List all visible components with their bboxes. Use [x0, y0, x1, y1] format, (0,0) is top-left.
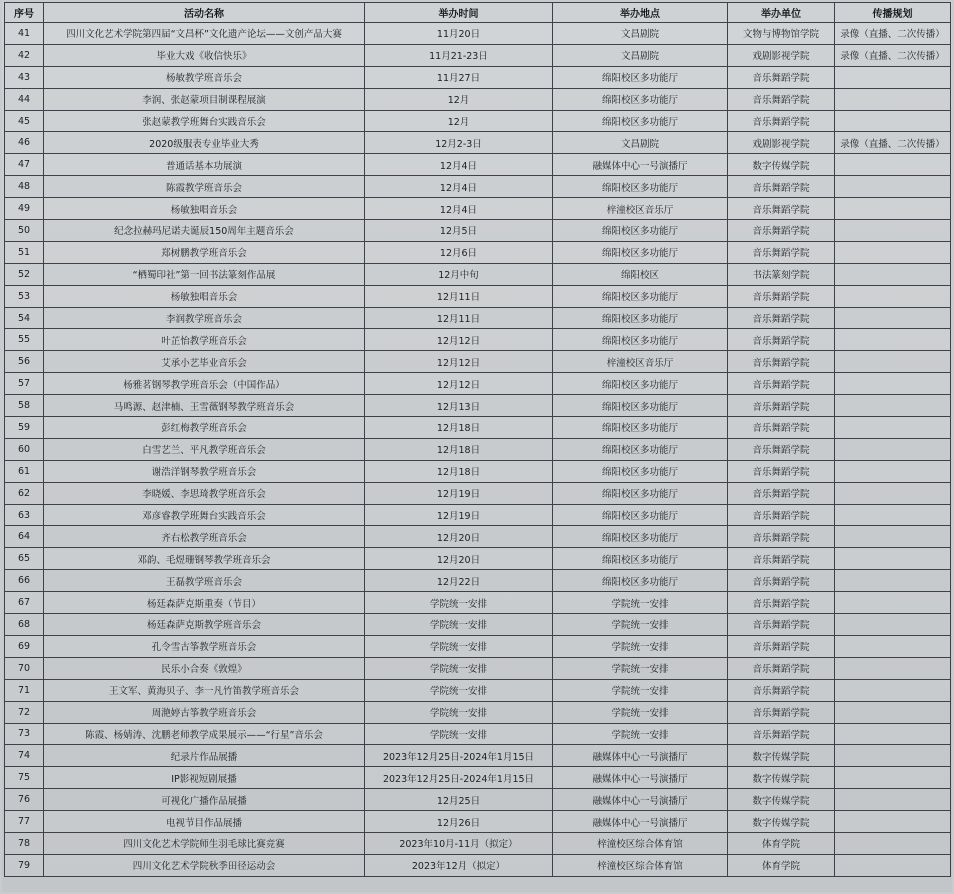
cell-index: 54 [5, 307, 44, 329]
cell-activity-name: 杨敏独唱音乐会 [44, 285, 365, 307]
cell-venue: 学院统一安排 [553, 679, 728, 701]
cell-broadcast-plan [835, 373, 951, 395]
cell-index: 46 [5, 132, 44, 154]
cell-activity-name: 四川文化艺术学院秋季田径运动会 [44, 854, 365, 876]
cell-date: 2023年12月25日-2024年1月15日 [365, 767, 553, 789]
cell-venue: 绵阳校区多功能厅 [553, 285, 728, 307]
cell-broadcast-plan [835, 417, 951, 439]
cell-organizer: 音乐舞蹈学院 [728, 482, 835, 504]
table-row [5, 460, 951, 482]
cell-venue: 梓潼校区音乐厅 [553, 198, 728, 220]
cell-index: 45 [5, 110, 44, 132]
cell-date: 12月4日 [365, 176, 553, 198]
cell-venue: 绵阳校区多功能厅 [553, 220, 728, 242]
cell-broadcast-plan [835, 351, 951, 373]
table-row [5, 854, 951, 876]
table-row [5, 745, 951, 767]
cell-venue: 绵阳校区多功能厅 [553, 438, 728, 460]
cell-index: 41 [5, 23, 44, 45]
table-row [5, 657, 951, 679]
cell-organizer: 音乐舞蹈学院 [728, 548, 835, 570]
header-row [5, 3, 951, 23]
cell-activity-name: 电视节目作品展播 [44, 811, 365, 833]
cell-index: 52 [5, 263, 44, 285]
cell-venue: 学院统一安排 [553, 657, 728, 679]
cell-venue: 融媒体中心一号演播厅 [553, 745, 728, 767]
cell-organizer: 音乐舞蹈学院 [728, 66, 835, 88]
cell-activity-name: 郑树鹏教学班音乐会 [44, 241, 365, 263]
cell-venue: 绵阳校区多功能厅 [553, 88, 728, 110]
cell-date: 12月4日 [365, 198, 553, 220]
cell-index: 56 [5, 351, 44, 373]
cell-broadcast-plan [835, 88, 951, 110]
cell-venue: 绵阳校区多功能厅 [553, 66, 728, 88]
cell-organizer: 体育学院 [728, 854, 835, 876]
cell-organizer: 数字传媒学院 [728, 811, 835, 833]
cell-venue: 绵阳校区多功能厅 [553, 307, 728, 329]
table-row [5, 701, 951, 723]
cell-index: 50 [5, 220, 44, 242]
cell-index: 71 [5, 679, 44, 701]
table-row [5, 241, 951, 263]
cell-date: 12月20日 [365, 548, 553, 570]
cell-date: 12月11日 [365, 285, 553, 307]
table-row [5, 307, 951, 329]
cell-index: 74 [5, 745, 44, 767]
cell-venue: 绵阳校区 [553, 263, 728, 285]
cell-venue: 绵阳校区多功能厅 [553, 176, 728, 198]
cell-activity-name: 四川文化艺术学院第四届“文昌杯”文化遗产论坛——文创产品大赛 [44, 23, 365, 45]
table-row [5, 438, 951, 460]
cell-date: 学院统一安排 [365, 723, 553, 745]
cell-venue: 学院统一安排 [553, 723, 728, 745]
cell-activity-name: 杨敏教学班音乐会 [44, 66, 365, 88]
cell-organizer: 音乐舞蹈学院 [728, 701, 835, 723]
table-row [5, 329, 951, 351]
table-row [5, 832, 951, 854]
cell-organizer: 音乐舞蹈学院 [728, 417, 835, 439]
cell-date: 11月21-23日 [365, 44, 553, 66]
cell-index: 59 [5, 417, 44, 439]
cell-index: 49 [5, 198, 44, 220]
table-row [5, 526, 951, 548]
cell-venue: 绵阳校区多功能厅 [553, 504, 728, 526]
cell-activity-name: 王磊教学班音乐会 [44, 570, 365, 592]
cell-broadcast-plan [835, 854, 951, 876]
cell-date: 学院统一安排 [365, 592, 553, 614]
cell-venue: 绵阳校区多功能厅 [553, 329, 728, 351]
cell-date: 12月18日 [365, 460, 553, 482]
cell-venue: 融媒体中心一号演播厅 [553, 811, 728, 833]
cell-date: 学院统一安排 [365, 679, 553, 701]
cell-organizer: 音乐舞蹈学院 [728, 220, 835, 242]
cell-venue: 绵阳校区多功能厅 [553, 373, 728, 395]
cell-date: 2023年12月25日-2024年1月15日 [365, 745, 553, 767]
table-row [5, 635, 951, 657]
cell-index: 43 [5, 66, 44, 88]
cell-organizer: 数字传媒学院 [728, 745, 835, 767]
cell-broadcast-plan [835, 110, 951, 132]
cell-activity-name: 王文军、黄海贝子、李一凡竹笛教学班音乐会 [44, 679, 365, 701]
cell-broadcast-plan [835, 176, 951, 198]
cell-broadcast-plan [835, 745, 951, 767]
cell-venue: 文昌剧院 [553, 44, 728, 66]
cell-date: 学院统一安排 [365, 701, 553, 723]
cell-index: 70 [5, 657, 44, 679]
cell-date: 12月25日 [365, 789, 553, 811]
cell-broadcast-plan [835, 220, 951, 242]
cell-date: 12月 [365, 110, 553, 132]
cell-date: 12月18日 [365, 417, 553, 439]
cell-organizer: 音乐舞蹈学院 [728, 373, 835, 395]
cell-organizer: 书法篆刻学院 [728, 263, 835, 285]
cell-date: 学院统一安排 [365, 657, 553, 679]
cell-organizer: 戏剧影视学院 [728, 132, 835, 154]
cell-date: 11月20日 [365, 23, 553, 45]
cell-activity-name: 毕业大戏《收信快乐》 [44, 44, 365, 66]
cell-index: 65 [5, 548, 44, 570]
cell-broadcast-plan [835, 307, 951, 329]
cell-date: 学院统一安排 [365, 635, 553, 657]
cell-index: 72 [5, 701, 44, 723]
cell-broadcast-plan [835, 701, 951, 723]
cell-activity-name: 杨廷森萨克斯重奏（节目） [44, 592, 365, 614]
cell-activity-name: 纪念拉赫玛尼诺夫诞辰150周年主题音乐会 [44, 220, 365, 242]
cell-index: 66 [5, 570, 44, 592]
cell-organizer: 音乐舞蹈学院 [728, 351, 835, 373]
cell-organizer: 戏剧影视学院 [728, 44, 835, 66]
cell-activity-name: IP影视短剧展播 [44, 767, 365, 789]
cell-index: 55 [5, 329, 44, 351]
table-row [5, 88, 951, 110]
table-row [5, 482, 951, 504]
cell-broadcast-plan [835, 198, 951, 220]
cell-organizer: 数字传媒学院 [728, 767, 835, 789]
cell-broadcast-plan [835, 285, 951, 307]
cell-organizer: 数字传媒学院 [728, 154, 835, 176]
cell-date: 12月12日 [365, 373, 553, 395]
cell-index: 69 [5, 635, 44, 657]
cell-organizer: 音乐舞蹈学院 [728, 679, 835, 701]
cell-broadcast-plan: 录像（直播、二次传播） [835, 23, 951, 45]
cell-date: 11月27日 [365, 66, 553, 88]
cell-index: 44 [5, 88, 44, 110]
table-row [5, 570, 951, 592]
cell-activity-name: 谢浩洋钢琴教学班音乐会 [44, 460, 365, 482]
table-row [5, 592, 951, 614]
cell-activity-name: 张赵蒙教学班舞台实践音乐会 [44, 110, 365, 132]
cell-broadcast-plan [835, 66, 951, 88]
table-row [5, 220, 951, 242]
table-row [5, 417, 951, 439]
cell-venue: 学院统一安排 [553, 635, 728, 657]
table-row [5, 176, 951, 198]
cell-date: 12月18日 [365, 438, 553, 460]
cell-date: 12月4日 [365, 154, 553, 176]
cell-date: 12月26日 [365, 811, 553, 833]
header-date: 举办时间 [365, 3, 553, 23]
cell-venue: 绵阳校区多功能厅 [553, 417, 728, 439]
cell-index: 68 [5, 614, 44, 636]
cell-index: 77 [5, 811, 44, 833]
cell-venue: 绵阳校区多功能厅 [553, 460, 728, 482]
cell-date: 12月12日 [365, 351, 553, 373]
cell-date: 12月5日 [365, 220, 553, 242]
header-organizer: 举办单位 [728, 3, 835, 23]
cell-activity-name: “栖蜀印社”第一回书法篆刻作品展 [44, 263, 365, 285]
cell-index: 48 [5, 176, 44, 198]
cell-broadcast-plan [835, 592, 951, 614]
cell-index: 73 [5, 723, 44, 745]
cell-activity-name: 2020级服表专业毕业大秀 [44, 132, 365, 154]
cell-organizer: 音乐舞蹈学院 [728, 88, 835, 110]
document-sheet [2, 2, 952, 892]
cell-activity-name: 邓彦睿教学班舞台实践音乐会 [44, 504, 365, 526]
cell-venue: 绵阳校区多功能厅 [553, 241, 728, 263]
cell-venue: 文昌剧院 [553, 132, 728, 154]
cell-venue: 梓潼校区综合体育馆 [553, 832, 728, 854]
cell-venue: 绵阳校区多功能厅 [553, 395, 728, 417]
cell-activity-name: 孔令雪古筝教学班音乐会 [44, 635, 365, 657]
table-row [5, 23, 951, 45]
cell-venue: 文昌剧院 [553, 23, 728, 45]
table-row [5, 263, 951, 285]
table-row [5, 548, 951, 570]
cell-organizer: 体育学院 [728, 832, 835, 854]
cell-activity-name: 李润、张赵蒙项目制课程展演 [44, 88, 365, 110]
cell-broadcast-plan [835, 811, 951, 833]
cell-activity-name: 白雪艺兰、平凡教学班音乐会 [44, 438, 365, 460]
table-row [5, 351, 951, 373]
cell-organizer: 音乐舞蹈学院 [728, 285, 835, 307]
table-row [5, 44, 951, 66]
cell-activity-name: 李润教学班音乐会 [44, 307, 365, 329]
cell-venue: 绵阳校区多功能厅 [553, 548, 728, 570]
cell-organizer: 音乐舞蹈学院 [728, 614, 835, 636]
cell-venue: 梓潼校区音乐厅 [553, 351, 728, 373]
cell-index: 78 [5, 832, 44, 854]
table-row [5, 723, 951, 745]
cell-index: 79 [5, 854, 44, 876]
cell-date: 2023年12月（拟定） [365, 854, 553, 876]
cell-broadcast-plan [835, 614, 951, 636]
cell-activity-name: 普通话基本功展演 [44, 154, 365, 176]
cell-index: 62 [5, 482, 44, 504]
cell-broadcast-plan [835, 154, 951, 176]
cell-organizer: 音乐舞蹈学院 [728, 241, 835, 263]
cell-broadcast-plan [835, 460, 951, 482]
cell-activity-name: 彭红梅教学班音乐会 [44, 417, 365, 439]
cell-date: 12月19日 [365, 504, 553, 526]
cell-date: 12月 [365, 88, 553, 110]
cell-broadcast-plan [835, 263, 951, 285]
cell-broadcast-plan: 录像（直播、二次传播） [835, 44, 951, 66]
cell-broadcast-plan [835, 723, 951, 745]
cell-broadcast-plan [835, 570, 951, 592]
header-broadcast-plan: 传播规划 [835, 3, 951, 23]
cell-organizer: 音乐舞蹈学院 [728, 176, 835, 198]
cell-activity-name: 邓韵、毛煜珊钢琴教学班音乐会 [44, 548, 365, 570]
cell-organizer: 音乐舞蹈学院 [728, 307, 835, 329]
table-body [5, 23, 951, 877]
cell-organizer: 音乐舞蹈学院 [728, 526, 835, 548]
cell-broadcast-plan [835, 395, 951, 417]
cell-broadcast-plan [835, 832, 951, 854]
cell-index: 64 [5, 526, 44, 548]
header-activity-name: 活动名称 [44, 3, 365, 23]
cell-broadcast-plan [835, 635, 951, 657]
table-row [5, 154, 951, 176]
cell-broadcast-plan: 录像（直播、二次传播） [835, 132, 951, 154]
cell-organizer: 音乐舞蹈学院 [728, 110, 835, 132]
table-row [5, 679, 951, 701]
cell-activity-name: 周滟婷古筝教学班音乐会 [44, 701, 365, 723]
table-row [5, 198, 951, 220]
cell-organizer: 音乐舞蹈学院 [728, 198, 835, 220]
cell-venue: 绵阳校区多功能厅 [553, 526, 728, 548]
cell-date: 12月2-3日 [365, 132, 553, 154]
cell-activity-name: 四川文化艺术学院师生羽毛球比赛竞赛 [44, 832, 365, 854]
cell-index: 57 [5, 373, 44, 395]
cell-venue: 融媒体中心一号演播厅 [553, 789, 728, 811]
cell-activity-name: 叶芷怡教学班音乐会 [44, 329, 365, 351]
cell-venue: 学院统一安排 [553, 592, 728, 614]
cell-organizer: 音乐舞蹈学院 [728, 592, 835, 614]
cell-activity-name: 可视化广播作品展播 [44, 789, 365, 811]
cell-organizer: 音乐舞蹈学院 [728, 570, 835, 592]
cell-broadcast-plan [835, 526, 951, 548]
table-row [5, 614, 951, 636]
cell-activity-name: 杨廷森萨克斯教学班音乐会 [44, 614, 365, 636]
cell-venue: 绵阳校区多功能厅 [553, 570, 728, 592]
cell-date: 12月12日 [365, 329, 553, 351]
cell-broadcast-plan [835, 548, 951, 570]
cell-index: 75 [5, 767, 44, 789]
cell-venue: 融媒体中心一号演播厅 [553, 767, 728, 789]
cell-venue: 学院统一安排 [553, 701, 728, 723]
cell-date: 12月20日 [365, 526, 553, 548]
cell-broadcast-plan [835, 241, 951, 263]
cell-date: 12月6日 [365, 241, 553, 263]
cell-broadcast-plan [835, 767, 951, 789]
cell-venue: 学院统一安排 [553, 614, 728, 636]
cell-broadcast-plan [835, 789, 951, 811]
cell-activity-name: 艾承小艺毕业音乐会 [44, 351, 365, 373]
header-venue: 举办地点 [553, 3, 728, 23]
cell-broadcast-plan [835, 482, 951, 504]
cell-index: 58 [5, 395, 44, 417]
cell-activity-name: 陈霞教学班音乐会 [44, 176, 365, 198]
cell-venue: 绵阳校区多功能厅 [553, 482, 728, 504]
cell-activity-name: 纪录片作品展播 [44, 745, 365, 767]
cell-index: 61 [5, 460, 44, 482]
table-row [5, 767, 951, 789]
cell-broadcast-plan [835, 438, 951, 460]
activity-schedule-table [4, 2, 951, 877]
cell-organizer: 音乐舞蹈学院 [728, 635, 835, 657]
cell-broadcast-plan [835, 657, 951, 679]
header-index: 序号 [5, 3, 44, 23]
cell-index: 63 [5, 504, 44, 526]
cell-activity-name: 马鸣源、赵津楠、王雪薇钢琴教学班音乐会 [44, 395, 365, 417]
cell-broadcast-plan [835, 679, 951, 701]
cell-index: 42 [5, 44, 44, 66]
cell-index: 47 [5, 154, 44, 176]
cell-organizer: 文物与博物馆学院 [728, 23, 835, 45]
table-row [5, 373, 951, 395]
cell-activity-name: 李晓媛、李思琦教学班音乐会 [44, 482, 365, 504]
cell-organizer: 音乐舞蹈学院 [728, 657, 835, 679]
cell-date: 12月22日 [365, 570, 553, 592]
cell-organizer: 音乐舞蹈学院 [728, 460, 835, 482]
table-row [5, 285, 951, 307]
cell-venue: 绵阳校区多功能厅 [553, 110, 728, 132]
cell-date: 12月13日 [365, 395, 553, 417]
cell-organizer: 音乐舞蹈学院 [728, 723, 835, 745]
cell-date: 12月11日 [365, 307, 553, 329]
cell-activity-name: 杨敏独唱音乐会 [44, 198, 365, 220]
cell-activity-name: 杨雅茗钢琴教学班音乐会（中国作品） [44, 373, 365, 395]
cell-activity-name: 陈霞、杨婧涛、沈鹏老师教学成果展示——“行星”音乐会 [44, 723, 365, 745]
cell-index: 53 [5, 285, 44, 307]
table-row [5, 504, 951, 526]
cell-organizer: 音乐舞蹈学院 [728, 438, 835, 460]
cell-date: 12月19日 [365, 482, 553, 504]
table-row [5, 395, 951, 417]
cell-broadcast-plan [835, 504, 951, 526]
cell-index: 67 [5, 592, 44, 614]
table-row [5, 811, 951, 833]
cell-date: 学院统一安排 [365, 614, 553, 636]
cell-date: 12月中旬 [365, 263, 553, 285]
cell-index: 51 [5, 241, 44, 263]
cell-index: 60 [5, 438, 44, 460]
cell-venue: 梓潼校区综合体育馆 [553, 854, 728, 876]
table-row [5, 110, 951, 132]
cell-date: 2023年10月-11月（拟定） [365, 832, 553, 854]
cell-index: 76 [5, 789, 44, 811]
cell-organizer: 音乐舞蹈学院 [728, 504, 835, 526]
cell-activity-name: 齐右松教学班音乐会 [44, 526, 365, 548]
cell-organizer: 音乐舞蹈学院 [728, 395, 835, 417]
cell-broadcast-plan [835, 329, 951, 351]
table-row [5, 132, 951, 154]
cell-organizer: 音乐舞蹈学院 [728, 329, 835, 351]
cell-venue: 融媒体中心一号演播厅 [553, 154, 728, 176]
cell-activity-name: 民乐小合奏《敦煌》 [44, 657, 365, 679]
table-row [5, 66, 951, 88]
cell-organizer: 数字传媒学院 [728, 789, 835, 811]
table-row [5, 789, 951, 811]
